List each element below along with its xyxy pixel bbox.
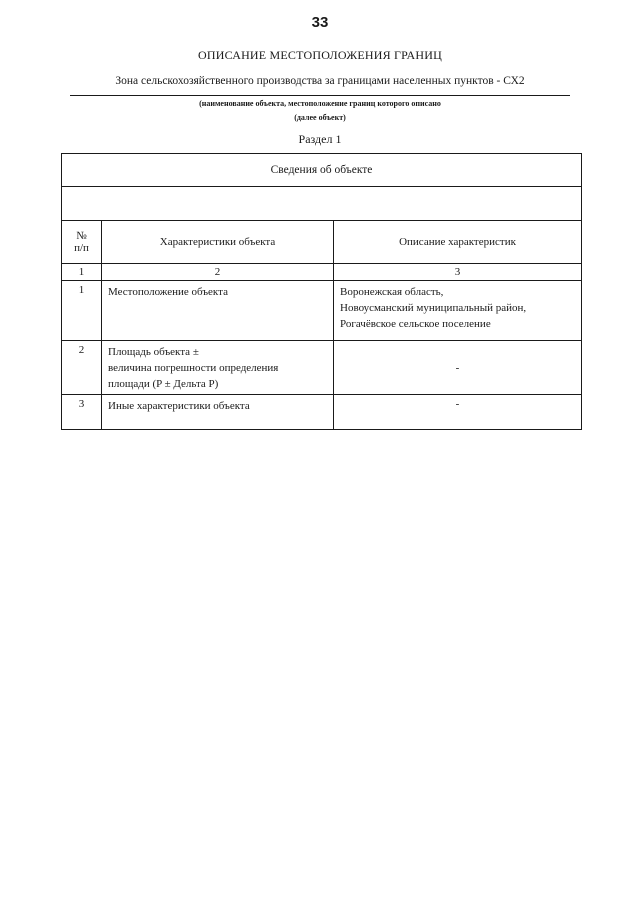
row-characteristic-line: величина погрешности определения: [108, 362, 279, 374]
row-characteristic-line: площади (P ± Дельта P): [108, 378, 219, 390]
table-empty-row: [62, 187, 582, 221]
object-caption-line-1: (наименование объекта, местоположение границ которого описано: [199, 99, 441, 108]
row-description-line: Новоусманский муниципальный район,: [340, 302, 527, 314]
object-name: Зона сельскохозяйственного производства за границами населенных пунктов - СХ2: [115, 75, 525, 87]
table-column-numbers-row: [62, 264, 582, 281]
column-header-num-line2: п/п: [74, 242, 89, 254]
column-number-2: 2: [102, 264, 334, 281]
row-description: -: [334, 395, 582, 430]
object-name-underline: [70, 95, 570, 96]
table-row: [62, 281, 582, 341]
page-number: 33: [311, 14, 329, 31]
row-description-line: Рогачёвское сельское поселение: [340, 318, 491, 330]
document-title: ОПИСАНИЕ МЕСТОПОЛОЖЕНИЯ ГРАНИЦ: [198, 48, 442, 62]
column-number-1: 1: [62, 264, 102, 281]
row-description-line: Воронежская область,: [340, 286, 444, 298]
row-characteristic: [102, 341, 334, 395]
row-number: 1: [62, 281, 102, 341]
row-description: [334, 281, 582, 341]
table-empty-cell: [62, 187, 582, 221]
column-header-characteristics: Характеристики объекта: [102, 221, 334, 264]
row-number: 3: [62, 395, 102, 430]
row-characteristic: Местоположение объекта: [102, 281, 334, 341]
row-description: -: [334, 341, 582, 395]
table-header-row: [62, 154, 582, 187]
column-number-3: 3: [334, 264, 582, 281]
table-row: [62, 395, 582, 430]
column-header-description: Описание характеристик: [334, 221, 582, 264]
object-caption-line-2: (далее объект): [294, 113, 346, 122]
table-columns-row: [62, 221, 582, 264]
column-header-num-line1: №: [76, 230, 87, 242]
row-number: 2: [62, 341, 102, 395]
row-characteristic: Иные характеристики объекта: [102, 395, 334, 430]
column-header-num: [62, 221, 102, 264]
section-title: Раздел 1: [298, 132, 342, 146]
row-characteristic-line: Площадь объекта ±: [108, 346, 199, 358]
table-header: Сведения об объекте: [62, 154, 582, 187]
table-row: [62, 341, 582, 395]
object-info-table: [61, 153, 582, 430]
